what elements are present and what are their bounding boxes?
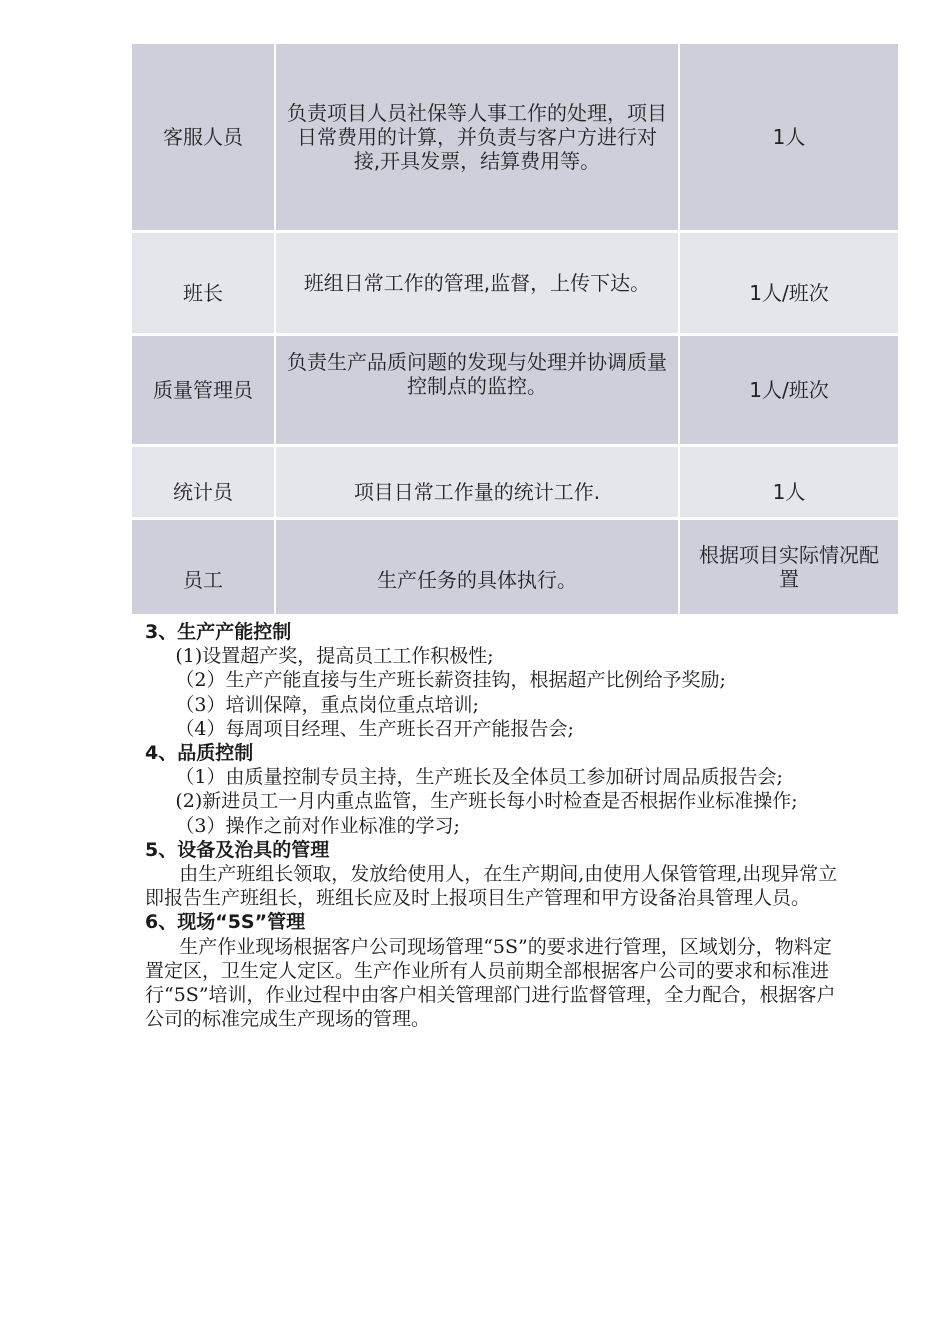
list-item: （2）生产产能直接与生产班长薪资挂钩，根据超产比例给予奖励; (175, 669, 726, 692)
role-cell: 员工 (183, 568, 223, 592)
count-cell: 1人 (772, 480, 806, 504)
list-item: (2)新进员工一月内重点监管，生产班长每小时检查是否根据作业标准操作; (175, 790, 798, 813)
count-cell: 1人 (772, 125, 806, 149)
role-cell: 统计员 (173, 480, 233, 504)
list-item: （3）培训保障，重点岗位重点培训; (175, 693, 479, 716)
list-item: （4）每周项目经理、生产班长召开产能报告会; (175, 717, 574, 740)
duty-cell: 项目日常工作量的统计工作. (274, 447, 680, 517)
section-heading: 3、生产产能控制 (145, 621, 292, 643)
table-row (132, 447, 898, 517)
paragraph: 生产作业现场根据客户公司现场管理“5S”的要求进行管理，区域划分，物料定置定区，卫生定人定区。生产作业所有人员前期全部根据客户公司的要求和标准进行“5S”培训，作业过程中由客户相关管理部门进行监督管理，全力配合，根据客户公司的标准完成生产现场的管理。 (145, 935, 836, 1031)
role-cell: 班长 (183, 281, 223, 305)
role-cell: 质量管理员 (153, 378, 253, 402)
list-item: (1)设置超产奖，提高员工工作积极性; (175, 645, 494, 668)
section-heading: 4、品质控制 (145, 742, 254, 765)
list-item: （1）由质量控制专员主持，生产班长及全体员工参加研讨周品质报告会; (175, 766, 783, 789)
count-cell: 根据项目实际情况配置 (699, 543, 879, 591)
table-row (132, 44, 898, 230)
count-cell: 1人/班次 (749, 378, 829, 402)
duty-cell: 班组日常工作的管理,监督，上传下达。 (274, 233, 680, 333)
list-item: （3）操作之前对作业标准的学习; (175, 814, 460, 837)
duty-cell: 负责项目人员社保等人事工作的处理，项目日常费用的计算，并负责与客户方进行对接,开具发票，结算费用等。 (274, 44, 680, 230)
role-cell: 客服人员 (163, 125, 243, 149)
count-cell: 1人/班次 (749, 281, 829, 305)
duty-cell: 生产任务的具体执行。 (274, 520, 680, 614)
table-row (132, 520, 898, 614)
section-heading: 5、设备及治具的管理 (145, 838, 330, 861)
table-row (132, 336, 898, 444)
table-row (132, 233, 898, 333)
document-body (145, 620, 840, 1031)
duty-cell: 负责生产品质问题的发现与处理并协调质量控制点的监控。 (274, 336, 680, 444)
section-heading: 6、现场“5S”管理 (145, 911, 306, 934)
paragraph: 由生产班组长领取，发放给使用人，在生产期间,由使用人保管管理,出现异常立即报告生产班组长，班组长应及时上报项目生产管理和甲方设备治具管理人员。 (145, 863, 838, 910)
